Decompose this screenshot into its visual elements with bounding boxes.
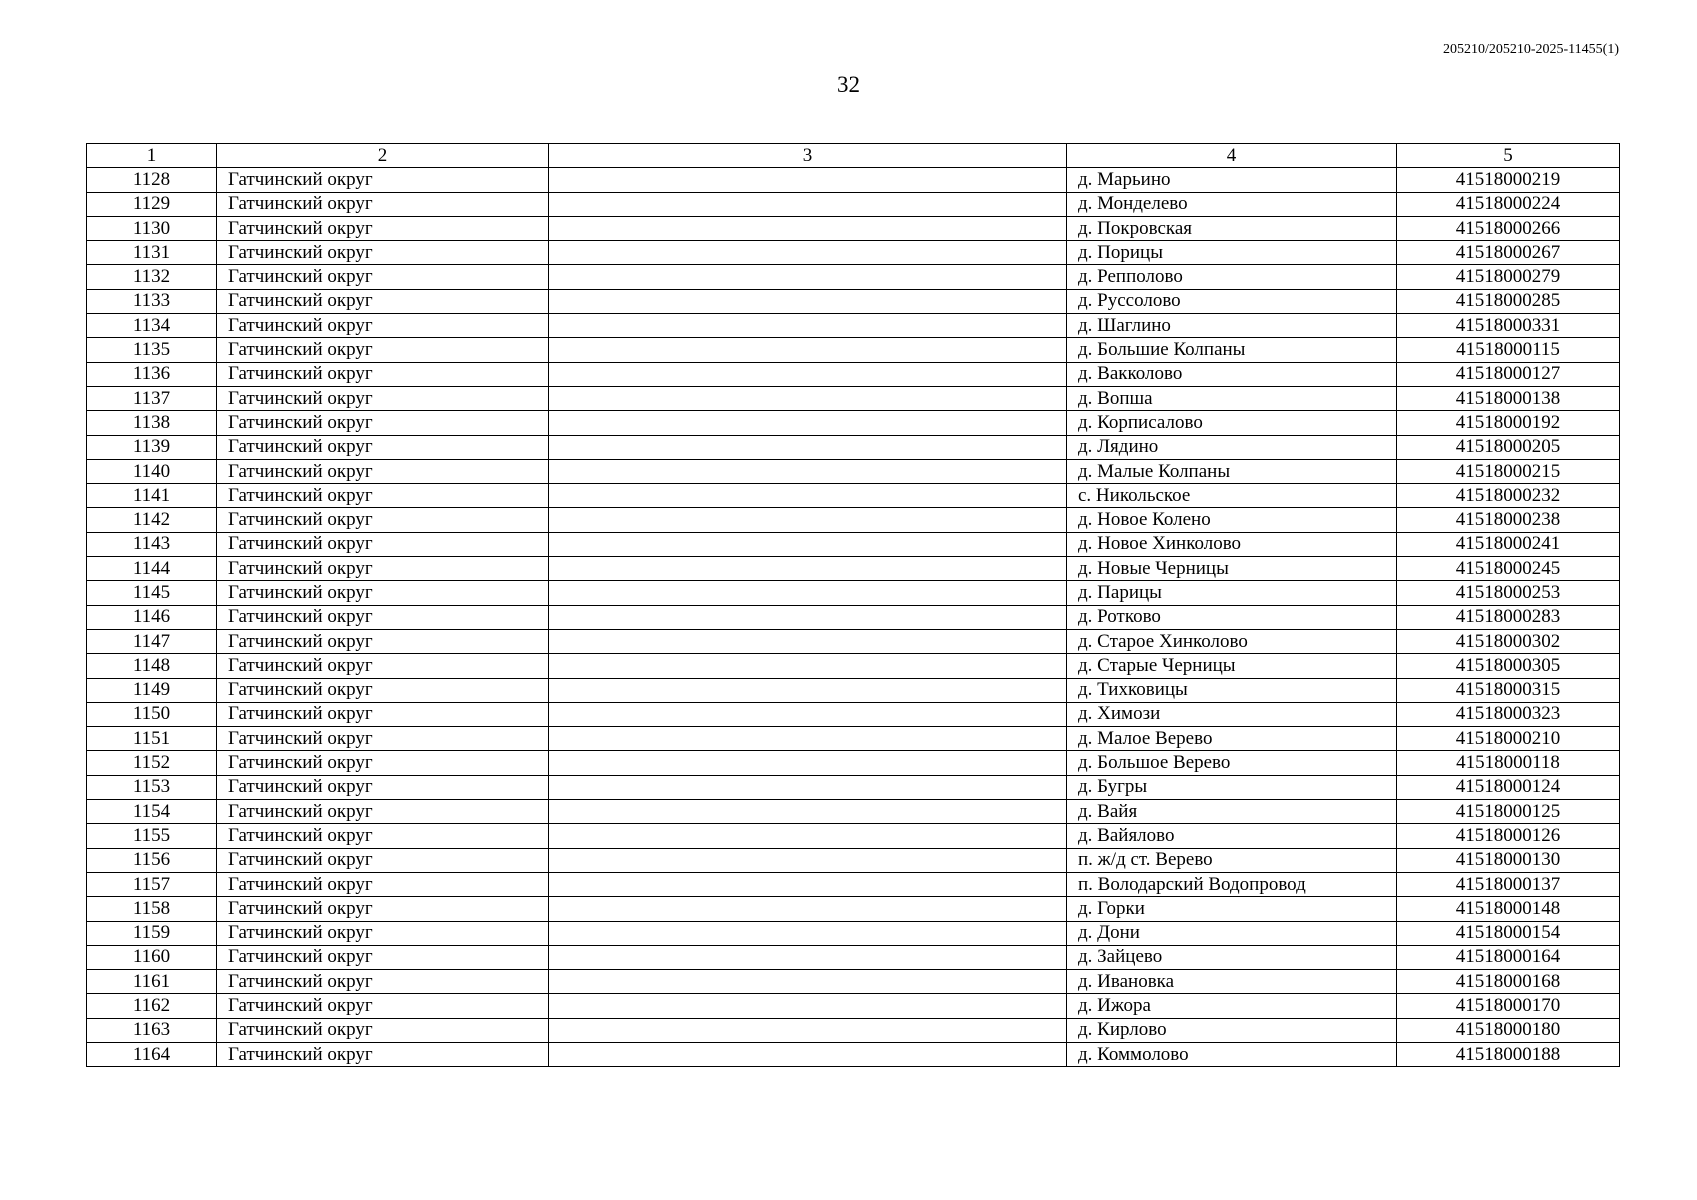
table-body	[87, 168, 1620, 1067]
table-row	[87, 1018, 1620, 1042]
column-3-cell	[549, 241, 1067, 265]
settlement-cell: п. ж/д ст. Верево	[1067, 848, 1397, 872]
column-header-3: 3	[549, 144, 1067, 168]
row-number-cell: 1159	[87, 921, 217, 945]
row-number-cell: 1149	[87, 678, 217, 702]
row-number-cell: 1143	[87, 532, 217, 556]
district-cell: Гатчинский округ	[217, 629, 549, 653]
district-cell: Гатчинский округ	[217, 727, 549, 751]
column-3-cell	[549, 192, 1067, 216]
district-cell: Гатчинский округ	[217, 678, 549, 702]
table-row	[87, 338, 1620, 362]
oktmo-code-cell: 41518000125	[1397, 800, 1620, 824]
settlement-cell: д. Покровская	[1067, 216, 1397, 240]
column-header-5: 5	[1397, 144, 1620, 168]
settlements-table	[86, 143, 1620, 1067]
table-row	[87, 824, 1620, 848]
row-number-cell: 1141	[87, 484, 217, 508]
oktmo-code-cell: 41518000210	[1397, 727, 1620, 751]
table-row	[87, 994, 1620, 1018]
table-row	[87, 459, 1620, 483]
table-row	[87, 265, 1620, 289]
oktmo-code-cell: 41518000224	[1397, 192, 1620, 216]
district-cell: Гатчинский округ	[217, 435, 549, 459]
column-3-cell	[549, 459, 1067, 483]
row-number-cell: 1133	[87, 289, 217, 313]
row-number-cell: 1154	[87, 800, 217, 824]
column-3-cell	[549, 532, 1067, 556]
settlement-cell: п. Володарский Водопровод	[1067, 872, 1397, 896]
column-3-cell	[549, 1042, 1067, 1066]
oktmo-code-cell: 41518000245	[1397, 557, 1620, 581]
table-row	[87, 411, 1620, 435]
table-row	[87, 775, 1620, 799]
district-cell: Гатчинский округ	[217, 192, 549, 216]
district-cell: Гатчинский округ	[217, 654, 549, 678]
district-cell: Гатчинский округ	[217, 338, 549, 362]
table-row	[87, 848, 1620, 872]
column-3-cell	[549, 605, 1067, 629]
column-3-cell	[549, 921, 1067, 945]
row-number-cell: 1158	[87, 897, 217, 921]
district-cell: Гатчинский округ	[217, 581, 549, 605]
settlement-cell: д. Старые Черницы	[1067, 654, 1397, 678]
row-number-cell: 1142	[87, 508, 217, 532]
oktmo-code-cell: 41518000253	[1397, 581, 1620, 605]
column-3-cell	[549, 629, 1067, 653]
row-number-cell: 1150	[87, 702, 217, 726]
table-row	[87, 1042, 1620, 1066]
column-header-1: 1	[87, 144, 217, 168]
row-number-cell: 1152	[87, 751, 217, 775]
settlement-cell: д. Новое Хинколово	[1067, 532, 1397, 556]
oktmo-code-cell: 41518000232	[1397, 484, 1620, 508]
row-number-cell: 1147	[87, 629, 217, 653]
district-cell: Гатчинский округ	[217, 921, 549, 945]
column-3-cell	[549, 289, 1067, 313]
column-3-cell	[549, 362, 1067, 386]
settlement-cell: д. Кирлово	[1067, 1018, 1397, 1042]
district-cell: Гатчинский округ	[217, 484, 549, 508]
table-row	[87, 800, 1620, 824]
oktmo-code-cell: 41518000180	[1397, 1018, 1620, 1042]
oktmo-code-cell: 41518000168	[1397, 970, 1620, 994]
table-row	[87, 386, 1620, 410]
column-3-cell	[549, 581, 1067, 605]
table-row	[87, 654, 1620, 678]
column-3-cell	[549, 168, 1067, 192]
oktmo-code-cell: 41518000154	[1397, 921, 1620, 945]
row-number-cell: 1161	[87, 970, 217, 994]
oktmo-code-cell: 41518000267	[1397, 241, 1620, 265]
settlement-cell: д. Руссолово	[1067, 289, 1397, 313]
oktmo-code-cell: 41518000124	[1397, 775, 1620, 799]
district-cell: Гатчинский округ	[217, 532, 549, 556]
oktmo-code-cell: 41518000192	[1397, 411, 1620, 435]
table-row	[87, 289, 1620, 313]
settlement-cell: д. Ижора	[1067, 994, 1397, 1018]
table-row	[87, 435, 1620, 459]
district-cell: Гатчинский округ	[217, 314, 549, 338]
row-number-cell: 1137	[87, 386, 217, 410]
district-cell: Гатчинский округ	[217, 1018, 549, 1042]
table-row	[87, 751, 1620, 775]
table-row	[87, 702, 1620, 726]
oktmo-code-cell: 41518000148	[1397, 897, 1620, 921]
oktmo-code-cell: 41518000266	[1397, 216, 1620, 240]
row-number-cell: 1162	[87, 994, 217, 1018]
row-number-cell: 1135	[87, 338, 217, 362]
column-3-cell	[549, 1018, 1067, 1042]
settlement-cell: д. Зайцево	[1067, 945, 1397, 969]
column-3-cell	[549, 775, 1067, 799]
oktmo-code-cell: 41518000315	[1397, 678, 1620, 702]
district-cell: Гатчинский округ	[217, 994, 549, 1018]
district-cell: Гатчинский округ	[217, 848, 549, 872]
district-cell: Гатчинский округ	[217, 557, 549, 581]
settlement-cell: д. Малое Верево	[1067, 727, 1397, 751]
table-row	[87, 532, 1620, 556]
oktmo-code-cell: 41518000241	[1397, 532, 1620, 556]
row-number-cell: 1164	[87, 1042, 217, 1066]
column-3-cell	[549, 411, 1067, 435]
column-3-cell	[549, 678, 1067, 702]
oktmo-code-cell: 41518000137	[1397, 872, 1620, 896]
row-number-cell: 1129	[87, 192, 217, 216]
district-cell: Гатчинский округ	[217, 459, 549, 483]
settlement-cell: д. Порицы	[1067, 241, 1397, 265]
settlement-cell: д. Парицы	[1067, 581, 1397, 605]
settlement-cell: д. Шаглино	[1067, 314, 1397, 338]
column-3-cell	[549, 265, 1067, 289]
column-header-4: 4	[1067, 144, 1397, 168]
district-cell: Гатчинский округ	[217, 945, 549, 969]
settlement-cell: д. Лядино	[1067, 435, 1397, 459]
district-cell: Гатчинский округ	[217, 289, 549, 313]
row-number-cell: 1153	[87, 775, 217, 799]
oktmo-code-cell: 41518000126	[1397, 824, 1620, 848]
oktmo-code-cell: 41518000323	[1397, 702, 1620, 726]
row-number-cell: 1151	[87, 727, 217, 751]
settlement-cell: д. Корписалово	[1067, 411, 1397, 435]
settlement-cell: д. Бугры	[1067, 775, 1397, 799]
table-row	[87, 168, 1620, 192]
table-row	[87, 508, 1620, 532]
district-cell: Гатчинский округ	[217, 362, 549, 386]
column-3-cell	[549, 970, 1067, 994]
district-cell: Гатчинский округ	[217, 508, 549, 532]
district-cell: Гатчинский округ	[217, 800, 549, 824]
column-3-cell	[549, 945, 1067, 969]
settlement-cell: д. Дони	[1067, 921, 1397, 945]
settlement-cell: д. Ивановка	[1067, 970, 1397, 994]
row-number-cell: 1132	[87, 265, 217, 289]
table-row	[87, 241, 1620, 265]
row-number-cell: 1134	[87, 314, 217, 338]
oktmo-code-cell: 41518000205	[1397, 435, 1620, 459]
table-header-row	[87, 144, 1620, 168]
table-row	[87, 605, 1620, 629]
settlement-cell: д. Марьино	[1067, 168, 1397, 192]
settlement-cell: д. Большое Верево	[1067, 751, 1397, 775]
settlement-cell: д. Новые Черницы	[1067, 557, 1397, 581]
oktmo-code-cell: 41518000305	[1397, 654, 1620, 678]
row-number-cell: 1136	[87, 362, 217, 386]
district-cell: Гатчинский округ	[217, 168, 549, 192]
oktmo-code-cell: 41518000215	[1397, 459, 1620, 483]
district-cell: Гатчинский округ	[217, 751, 549, 775]
district-cell: Гатчинский округ	[217, 824, 549, 848]
district-cell: Гатчинский округ	[217, 241, 549, 265]
row-number-cell: 1156	[87, 848, 217, 872]
row-number-cell: 1138	[87, 411, 217, 435]
district-cell: Гатчинский округ	[217, 605, 549, 629]
settlement-cell: д. Горки	[1067, 897, 1397, 921]
column-3-cell	[549, 484, 1067, 508]
table-row	[87, 921, 1620, 945]
settlement-cell: д. Вайялово	[1067, 824, 1397, 848]
district-cell: Гатчинский округ	[217, 775, 549, 799]
settlement-cell: д. Большие Колпаны	[1067, 338, 1397, 362]
oktmo-code-cell: 41518000170	[1397, 994, 1620, 1018]
settlement-cell: д. Химози	[1067, 702, 1397, 726]
row-number-cell: 1128	[87, 168, 217, 192]
oktmo-code-cell: 41518000138	[1397, 386, 1620, 410]
district-cell: Гатчинский округ	[217, 216, 549, 240]
oktmo-code-cell: 41518000331	[1397, 314, 1620, 338]
settlement-cell: д. Старое Хинколово	[1067, 629, 1397, 653]
column-3-cell	[549, 557, 1067, 581]
settlement-cell: д. Тихковицы	[1067, 678, 1397, 702]
row-number-cell: 1163	[87, 1018, 217, 1042]
oktmo-code-cell: 41518000130	[1397, 848, 1620, 872]
district-cell: Гатчинский округ	[217, 702, 549, 726]
row-number-cell: 1140	[87, 459, 217, 483]
column-header-2: 2	[217, 144, 549, 168]
column-3-cell	[549, 800, 1067, 824]
settlement-cell: д. Вопша	[1067, 386, 1397, 410]
row-number-cell: 1144	[87, 557, 217, 581]
column-3-cell	[549, 314, 1067, 338]
settlement-cell: д. Новое Колено	[1067, 508, 1397, 532]
column-3-cell	[549, 824, 1067, 848]
oktmo-code-cell: 41518000219	[1397, 168, 1620, 192]
row-number-cell: 1146	[87, 605, 217, 629]
column-3-cell	[549, 897, 1067, 921]
oktmo-code-cell: 41518000302	[1397, 629, 1620, 653]
district-cell: Гатчинский округ	[217, 897, 549, 921]
column-3-cell	[549, 338, 1067, 362]
district-cell: Гатчинский округ	[217, 970, 549, 994]
column-3-cell	[549, 872, 1067, 896]
settlement-cell: д. Вакколово	[1067, 362, 1397, 386]
column-3-cell	[549, 216, 1067, 240]
row-number-cell: 1130	[87, 216, 217, 240]
table-row	[87, 581, 1620, 605]
table-row	[87, 629, 1620, 653]
table-row	[87, 484, 1620, 508]
row-number-cell: 1148	[87, 654, 217, 678]
district-cell: Гатчинский округ	[217, 872, 549, 896]
settlement-cell: д. Коммолово	[1067, 1042, 1397, 1066]
oktmo-code-cell: 41518000127	[1397, 362, 1620, 386]
column-3-cell	[549, 654, 1067, 678]
settlement-cell: д. Ротково	[1067, 605, 1397, 629]
district-cell: Гатчинский округ	[217, 411, 549, 435]
settlement-cell: д. Малые Колпаны	[1067, 459, 1397, 483]
settlement-cell: д. Репполово	[1067, 265, 1397, 289]
column-3-cell	[549, 994, 1067, 1018]
oktmo-code-cell: 41518000238	[1397, 508, 1620, 532]
oktmo-code-cell: 41518000285	[1397, 289, 1620, 313]
oktmo-code-cell: 41518000115	[1397, 338, 1620, 362]
row-number-cell: 1157	[87, 872, 217, 896]
row-number-cell: 1145	[87, 581, 217, 605]
table-row	[87, 872, 1620, 896]
table-row	[87, 216, 1620, 240]
table-row	[87, 314, 1620, 338]
column-3-cell	[549, 435, 1067, 459]
table-row	[87, 970, 1620, 994]
settlement-cell: д. Вайя	[1067, 800, 1397, 824]
column-3-cell	[549, 508, 1067, 532]
column-3-cell	[549, 848, 1067, 872]
table-row	[87, 678, 1620, 702]
oktmo-code-cell: 41518000118	[1397, 751, 1620, 775]
oktmo-code-cell: 41518000164	[1397, 945, 1620, 969]
page-number: 32	[837, 72, 860, 97]
table-row	[87, 727, 1620, 751]
table-row	[87, 362, 1620, 386]
oktmo-code-cell: 41518000188	[1397, 1042, 1620, 1066]
column-3-cell	[549, 386, 1067, 410]
document-id: 205210/205210-2025-11455(1)	[1442, 42, 1619, 57]
column-3-cell	[549, 702, 1067, 726]
table-row	[87, 897, 1620, 921]
column-3-cell	[549, 727, 1067, 751]
row-number-cell: 1160	[87, 945, 217, 969]
row-number-cell: 1139	[87, 435, 217, 459]
district-cell: Гатчинский округ	[217, 386, 549, 410]
table-row	[87, 945, 1620, 969]
row-number-cell: 1131	[87, 241, 217, 265]
settlement-cell: д. Монделево	[1067, 192, 1397, 216]
table-row	[87, 192, 1620, 216]
table-row	[87, 557, 1620, 581]
settlement-cell: с. Никольское	[1067, 484, 1397, 508]
row-number-cell: 1155	[87, 824, 217, 848]
district-cell: Гатчинский округ	[217, 265, 549, 289]
oktmo-code-cell: 41518000283	[1397, 605, 1620, 629]
column-3-cell	[549, 751, 1067, 775]
oktmo-code-cell: 41518000279	[1397, 265, 1620, 289]
district-cell: Гатчинский округ	[217, 1042, 549, 1066]
